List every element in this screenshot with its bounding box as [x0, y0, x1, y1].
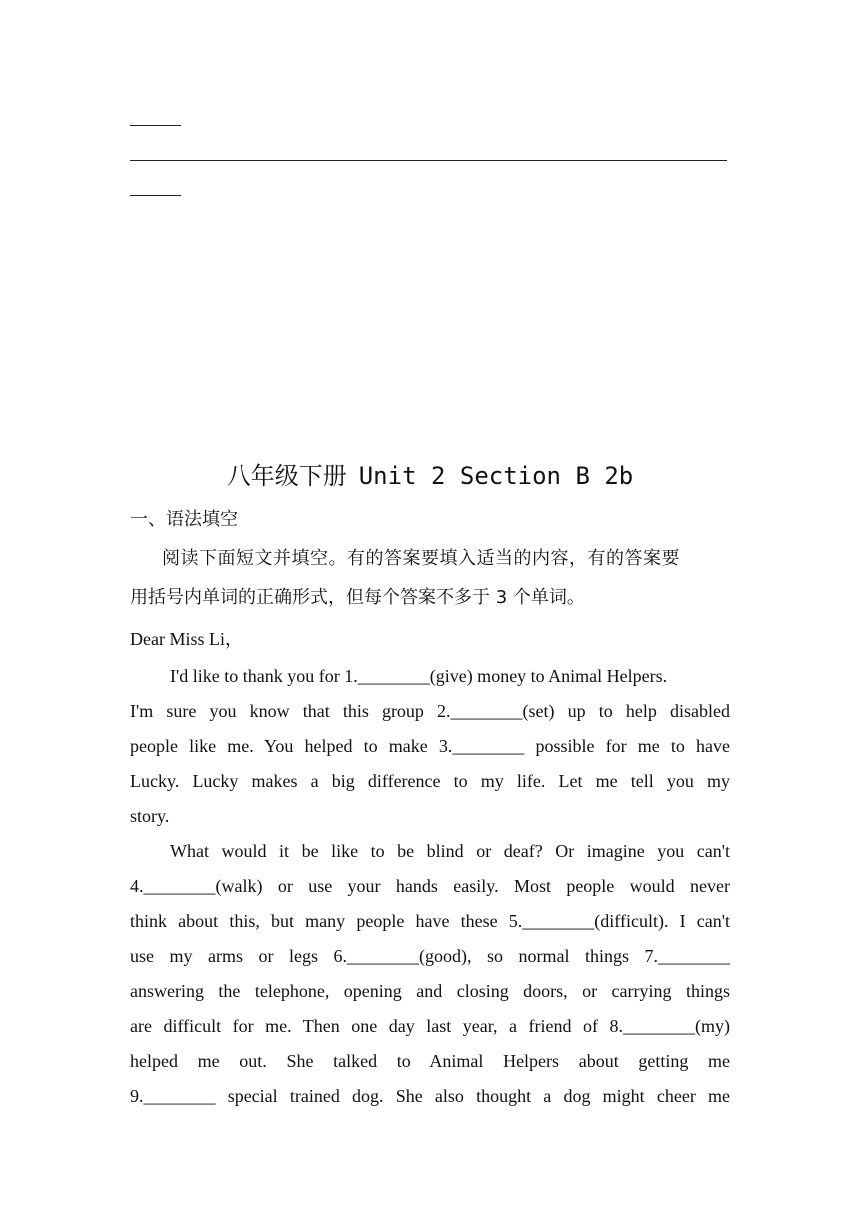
passage-line: think about this, but many people have these 5.________(difficult). I can't [130, 911, 730, 931]
passage-line: 9.________ special trained dog. She also thought a dog might cheer me [130, 1086, 730, 1106]
passage-line: I'm sure you know that this group 2.________(set) up to help disabled [130, 701, 730, 721]
greeting: Dear Miss Li， [130, 629, 243, 649]
answer-line-short-1 [130, 125, 181, 126]
passage-line: are difficult for me. Then one day last year, a friend of 8.________(my) [130, 1016, 730, 1036]
section-heading: 一、语法填空 [130, 509, 238, 530]
passage-line: people like me. You helped to make 3.________ possible for me to have [130, 736, 730, 756]
answer-line-short-2 [130, 195, 181, 196]
passage-line: helped me out. She talked to Animal Helpers about getting me [130, 1051, 730, 1071]
title-en: Unit 2 Section B 2b [358, 462, 634, 490]
passage-line: I'd like to thank you for 1.________(give) money to Animal Helpers. [170, 666, 668, 686]
passage-line: Lucky. Lucky makes a big difference to my life. Let me tell you my [130, 771, 730, 791]
passage-line: What would it be like to be blind or deaf? Or imagine you can't [170, 841, 730, 861]
passage-line: story. [130, 806, 170, 826]
instruction-line-1: 阅读下面短文并填空。有的答案要填入适当的内容，有的答案要 [162, 548, 680, 569]
title-cn: 八年级下册 [226, 462, 347, 490]
instruction-line-2: 用括号内单词的正确形式，但每个答案不多于 3 个单词。 [130, 587, 585, 608]
answer-line-long [130, 160, 727, 161]
passage-line: 4.________(walk) or use your hands easily. Most people would never [130, 876, 730, 896]
page-title [0, 456, 860, 491]
passage-line: use my arms or legs 6.________(good), so normal things 7.________ [130, 946, 730, 966]
passage-line: answering the telephone, opening and closing doors, or carrying things [130, 981, 730, 1001]
